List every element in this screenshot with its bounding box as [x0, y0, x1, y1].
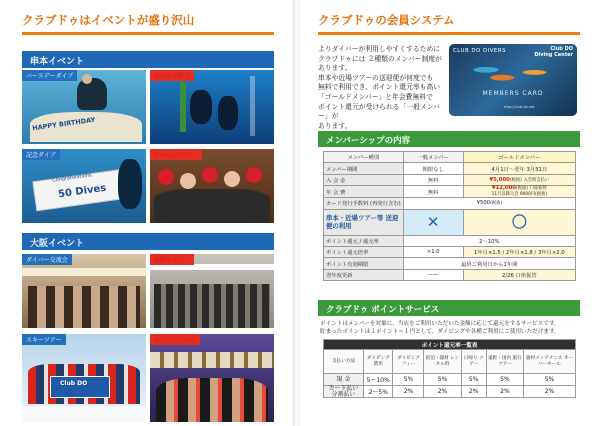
col-header: 支払い方法: [324, 350, 364, 374]
ski-banner-text: Club DO: [60, 380, 88, 387]
photo-label: ボーリング大会: [150, 334, 200, 345]
membership-intro-text: [318, 45, 446, 131]
col-header: 一般メンバー: [403, 152, 463, 163]
gold-cell: [463, 186, 575, 198]
rate-cell: 2〜5%: [364, 386, 393, 398]
gold-cell: 4月1日〜翌年 3月31日: [463, 163, 575, 174]
table-row: [324, 386, 576, 398]
payment-note: 口座振替: [529, 186, 547, 192]
row-label: 翌年度更新: [324, 269, 404, 280]
general-cell: 期限なし: [403, 163, 463, 174]
intro-line: 無料で利用でき、ポイント還元率も高い: [318, 83, 441, 92]
row-label: 年 会 費: [324, 186, 404, 198]
rate-cell: 2%: [524, 386, 576, 398]
sub-note: 11月以降入会 9000円(税抜): [491, 191, 548, 197]
rate-cell: 5%: [486, 374, 523, 386]
table-row: [324, 209, 576, 235]
photo-label: X'masパーティ: [150, 149, 202, 160]
left-page: [0, 0, 293, 426]
rate-cell: 5%: [424, 374, 461, 386]
members-card-image: [449, 44, 577, 116]
table-row: [324, 198, 576, 209]
photo-commemorative-dive: [22, 149, 146, 223]
gold-cell: [463, 174, 575, 185]
table-row: [324, 269, 576, 280]
rate-cell: 2%: [393, 386, 424, 398]
shared-cell: 2〜10%: [403, 235, 575, 246]
rate-cell: 5%: [393, 374, 424, 386]
banner-dives: 50 Dives: [57, 182, 107, 201]
general-cell: ×1.0: [403, 246, 463, 257]
table-row: [324, 163, 576, 174]
col-header: ダイビング 費用: [364, 350, 393, 374]
row-label: カード発行手数料 (再発行含む): [324, 198, 404, 209]
general-cell: 無料: [403, 186, 463, 198]
col-header: メンバー種別: [324, 152, 404, 163]
col-header: ダイビング フィー: [393, 350, 424, 374]
general-cell: [403, 209, 463, 235]
tax-note: (税抜): [490, 201, 503, 207]
photo-bowling-event: [150, 334, 274, 422]
row-label: ポイント還元 / 還元率: [324, 235, 404, 246]
card-brand: CLUB DO DIVERS: [453, 48, 506, 54]
row-label: メンバー期間: [324, 163, 404, 174]
row-label: 現 金: [324, 374, 364, 386]
intro-line: 串本や近場ツアーの送迎便が何度でも: [318, 73, 434, 82]
photo-diver-exchange: [22, 254, 146, 328]
section-kushimoto-events: 串本イベント: [22, 51, 274, 68]
photo-label: 記念ダイブ: [22, 149, 60, 160]
rate-cell: 2%: [461, 386, 486, 398]
rate-cell: 5%: [461, 374, 486, 386]
photo-sand-writing: HAPPY BIRTHDAY: [31, 115, 96, 133]
rate-cell: 5%: [524, 374, 576, 386]
photo-label: スキーツアー: [22, 334, 66, 345]
table-row: [324, 174, 576, 185]
right-page-title: クラブドゥの会員システム: [318, 13, 455, 27]
circle-mark-icon: 〇: [511, 212, 527, 231]
table-row: [324, 186, 576, 198]
photo-underwater-tanabata: [150, 70, 274, 144]
membership-heading: メンバーシップの内容: [318, 131, 580, 147]
price: ¥5,000: [489, 176, 510, 183]
intro-line: あります。: [318, 64, 352, 73]
tax-note: (税抜): [509, 177, 522, 183]
table-caption-row: [324, 340, 576, 350]
table-row: [324, 374, 576, 386]
photo-free-seminar: [150, 254, 274, 328]
point-service-heading: クラブドゥ ポイントサービス: [318, 300, 580, 316]
table-header-row: [324, 152, 576, 163]
intro-line: よりダイバーが利用しやすくするために: [318, 45, 441, 53]
col-header: 器材メンテナンス オーバーホール: [524, 350, 576, 374]
photo-label: 水中七夕祭り: [150, 70, 194, 81]
intro-line: 「ゴールドメンバー」と年会費無料で: [318, 92, 433, 101]
photo-label: バースデーダイブ: [22, 70, 77, 81]
intro-line: 貯まったポイントは１ポイント＝１円として、ダイビングや各種ご利用にご使用いただけます。: [320, 329, 560, 335]
photo-ski-tour: [22, 334, 146, 422]
table-row: [324, 235, 576, 246]
row-label: 串本・近場ツアー等 送迎便の利用: [324, 209, 404, 235]
col-header: 日帰り ツアー: [461, 350, 486, 374]
rate-cell: 2%: [486, 386, 523, 398]
title-underline: [318, 32, 580, 35]
cross-mark-icon: ✕: [426, 212, 440, 231]
price: ¥12,000: [491, 185, 516, 192]
row-label: ポイント還元倍率: [324, 246, 404, 257]
intro-line: あります。: [318, 121, 352, 130]
table-row: [324, 246, 576, 257]
row-label: カード払い 分割払い: [324, 386, 364, 398]
general-cell: 無料: [403, 174, 463, 185]
row-label: 入 会 金: [324, 174, 404, 185]
banner-text: Congratulations: [51, 172, 93, 184]
fish-illustration: [459, 62, 567, 88]
table-caption: ポイント還元率一覧表: [324, 340, 576, 350]
card-logo: [534, 47, 573, 58]
photo-label: 無料セミナー: [150, 254, 194, 265]
point-service-intro: [320, 320, 578, 336]
intro-line: クラブドゥには ２種類のメンバー制度が: [318, 54, 442, 63]
page-gutter: [293, 0, 300, 426]
rate-cell: 2%: [424, 386, 461, 398]
title-underline: [22, 32, 274, 35]
intro-line: ポイントはメンバーを対象に、当店をご利用いただいた金額に応じて還元をするサービスです。: [320, 321, 560, 327]
tax-note: (税抜): [516, 186, 528, 192]
col-header: ゴールドメンバー: [463, 152, 575, 163]
gold-cell: [463, 209, 575, 235]
payment-note: 入会時支払い: [523, 177, 550, 183]
card-logo-line: Diving Center: [534, 51, 573, 58]
photo-xmas-party: [150, 149, 274, 223]
intro-line: ポイント還元が受けられる「一般メンバー」が: [318, 102, 440, 121]
row-label: ポイント有効期限: [324, 258, 404, 269]
section-osaka-events: 大阪イベント: [22, 233, 274, 250]
point-rate-table: [323, 339, 576, 398]
membership-table: [323, 151, 576, 281]
shared-cell: 最終ご利用日から1年間: [403, 258, 575, 269]
shared-cell: [403, 198, 575, 209]
price: ¥500: [476, 200, 491, 207]
gold-cell: 2/26 口座振替: [463, 269, 575, 280]
col-header: 遠距・国内 旅行ツアー: [486, 350, 523, 374]
photo-label: ダイバー交流会: [22, 254, 72, 265]
table-row: [324, 258, 576, 269]
table-header-row: [324, 350, 576, 374]
card-logo-line: Club DO: [550, 46, 573, 52]
photo-birthday-dive: [22, 70, 146, 144]
card-title: MEMBERS CARD: [482, 90, 544, 97]
general-cell: ——: [403, 269, 463, 280]
rate-cell: 5〜10%: [364, 374, 393, 386]
left-page-title: クラブドゥはイベントが盛り沢山: [22, 13, 195, 27]
col-header: 宿泊・器材 レンタル料: [424, 350, 461, 374]
card-url: http://club-do.net: [504, 105, 535, 109]
gold-cell: 1年目×1.5 / 2年目×1.8 / 3年目×2.0: [463, 246, 575, 257]
